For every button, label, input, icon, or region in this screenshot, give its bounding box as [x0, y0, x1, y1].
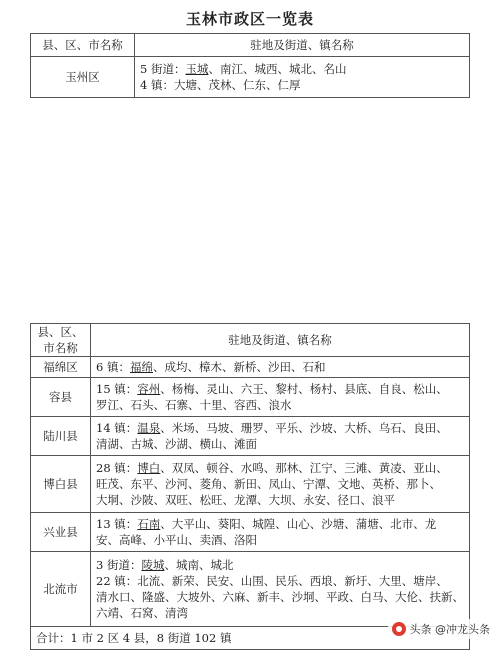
towns-cell: 13 镇：石南、大平山、葵阳、城隍、山心、沙塘、蒲塘、北市、龙 安、高峰、小平山、卖酒、洛阳: [91, 513, 470, 552]
watermark-text: 头条 @冲龙头条: [409, 623, 490, 636]
table-header-row: [31, 34, 470, 57]
table-row: [31, 456, 470, 513]
district-table-top: [30, 33, 470, 98]
towns-cell: 6 镇：福绵、成均、樟木、新桥、沙田、石和: [91, 357, 470, 378]
table-row: [31, 417, 470, 456]
header-county-name: 县、区、市名称: [31, 324, 91, 357]
watermark: [388, 619, 495, 639]
towns-line: 4 镇：大塘、茂林、仁东、仁厚: [140, 78, 301, 92]
county-name: 玉州区: [31, 57, 135, 98]
header-county-name: 县、区、市名称: [31, 34, 135, 57]
county-name: 福绵区: [31, 357, 91, 378]
table-row: [31, 57, 470, 98]
header-seat-towns: 驻地及街道、镇名称: [135, 34, 470, 57]
table-row: [31, 552, 470, 627]
table-header-row: [31, 324, 470, 357]
district-table-bottom: [30, 323, 470, 650]
towns-line: 5 街道：玉城、南江、城西、城北、名山: [140, 62, 347, 76]
towns-cell: 15 镇：容州、杨梅、灵山、六王、黎村、杨村、县底、自良、松山、 罗江、石头、石寨、十里、容西、浪水: [91, 378, 470, 417]
county-name: 容县: [31, 378, 91, 417]
county-name: 兴业县: [31, 513, 91, 552]
table-row: [31, 378, 470, 417]
page-title: 玉林市政区一览表: [185, 10, 314, 28]
towns-cell: 28 镇：博白、双凤、顿谷、水鸣、那林、江宁、三滩、黄凌、亚山、 旺茂、东平、沙河、菱角、新田、凤山、宁潭、文地、英桥、那卜、 大垌、沙陂、双旺、松旺、龙潭、大坝、永安、径口、浪平: [91, 456, 470, 513]
county-name: 陆川县: [31, 417, 91, 456]
county-name: 北流市: [31, 552, 91, 627]
table-row: [31, 357, 470, 378]
toutiao-logo-icon: [392, 622, 406, 636]
towns-cell: 14 镇：温泉、米场、马坡、珊罗、平乐、沙坡、大桥、乌石、良田、 清湖、古城、沙湖、横山、滩面: [91, 417, 470, 456]
header-seat-towns: 驻地及街道、镇名称: [91, 324, 470, 357]
towns-cell: [135, 57, 470, 98]
total-summary: 合计：1 市 2 区 4 县，8 街道 102 镇: [31, 627, 470, 650]
towns-cell: 3 街道：陵城、城南、城北 22 镇：北流、新荣、民安、山围、民乐、西埌、新圩、大里、塘岸、 清水口、隆盛、大坡外、六麻、新丰、沙垌、平政、白马、大伦、扶新、 六靖、石窝、清湾: [91, 552, 470, 627]
table-row: [31, 513, 470, 552]
county-name: 博白县: [31, 456, 91, 513]
